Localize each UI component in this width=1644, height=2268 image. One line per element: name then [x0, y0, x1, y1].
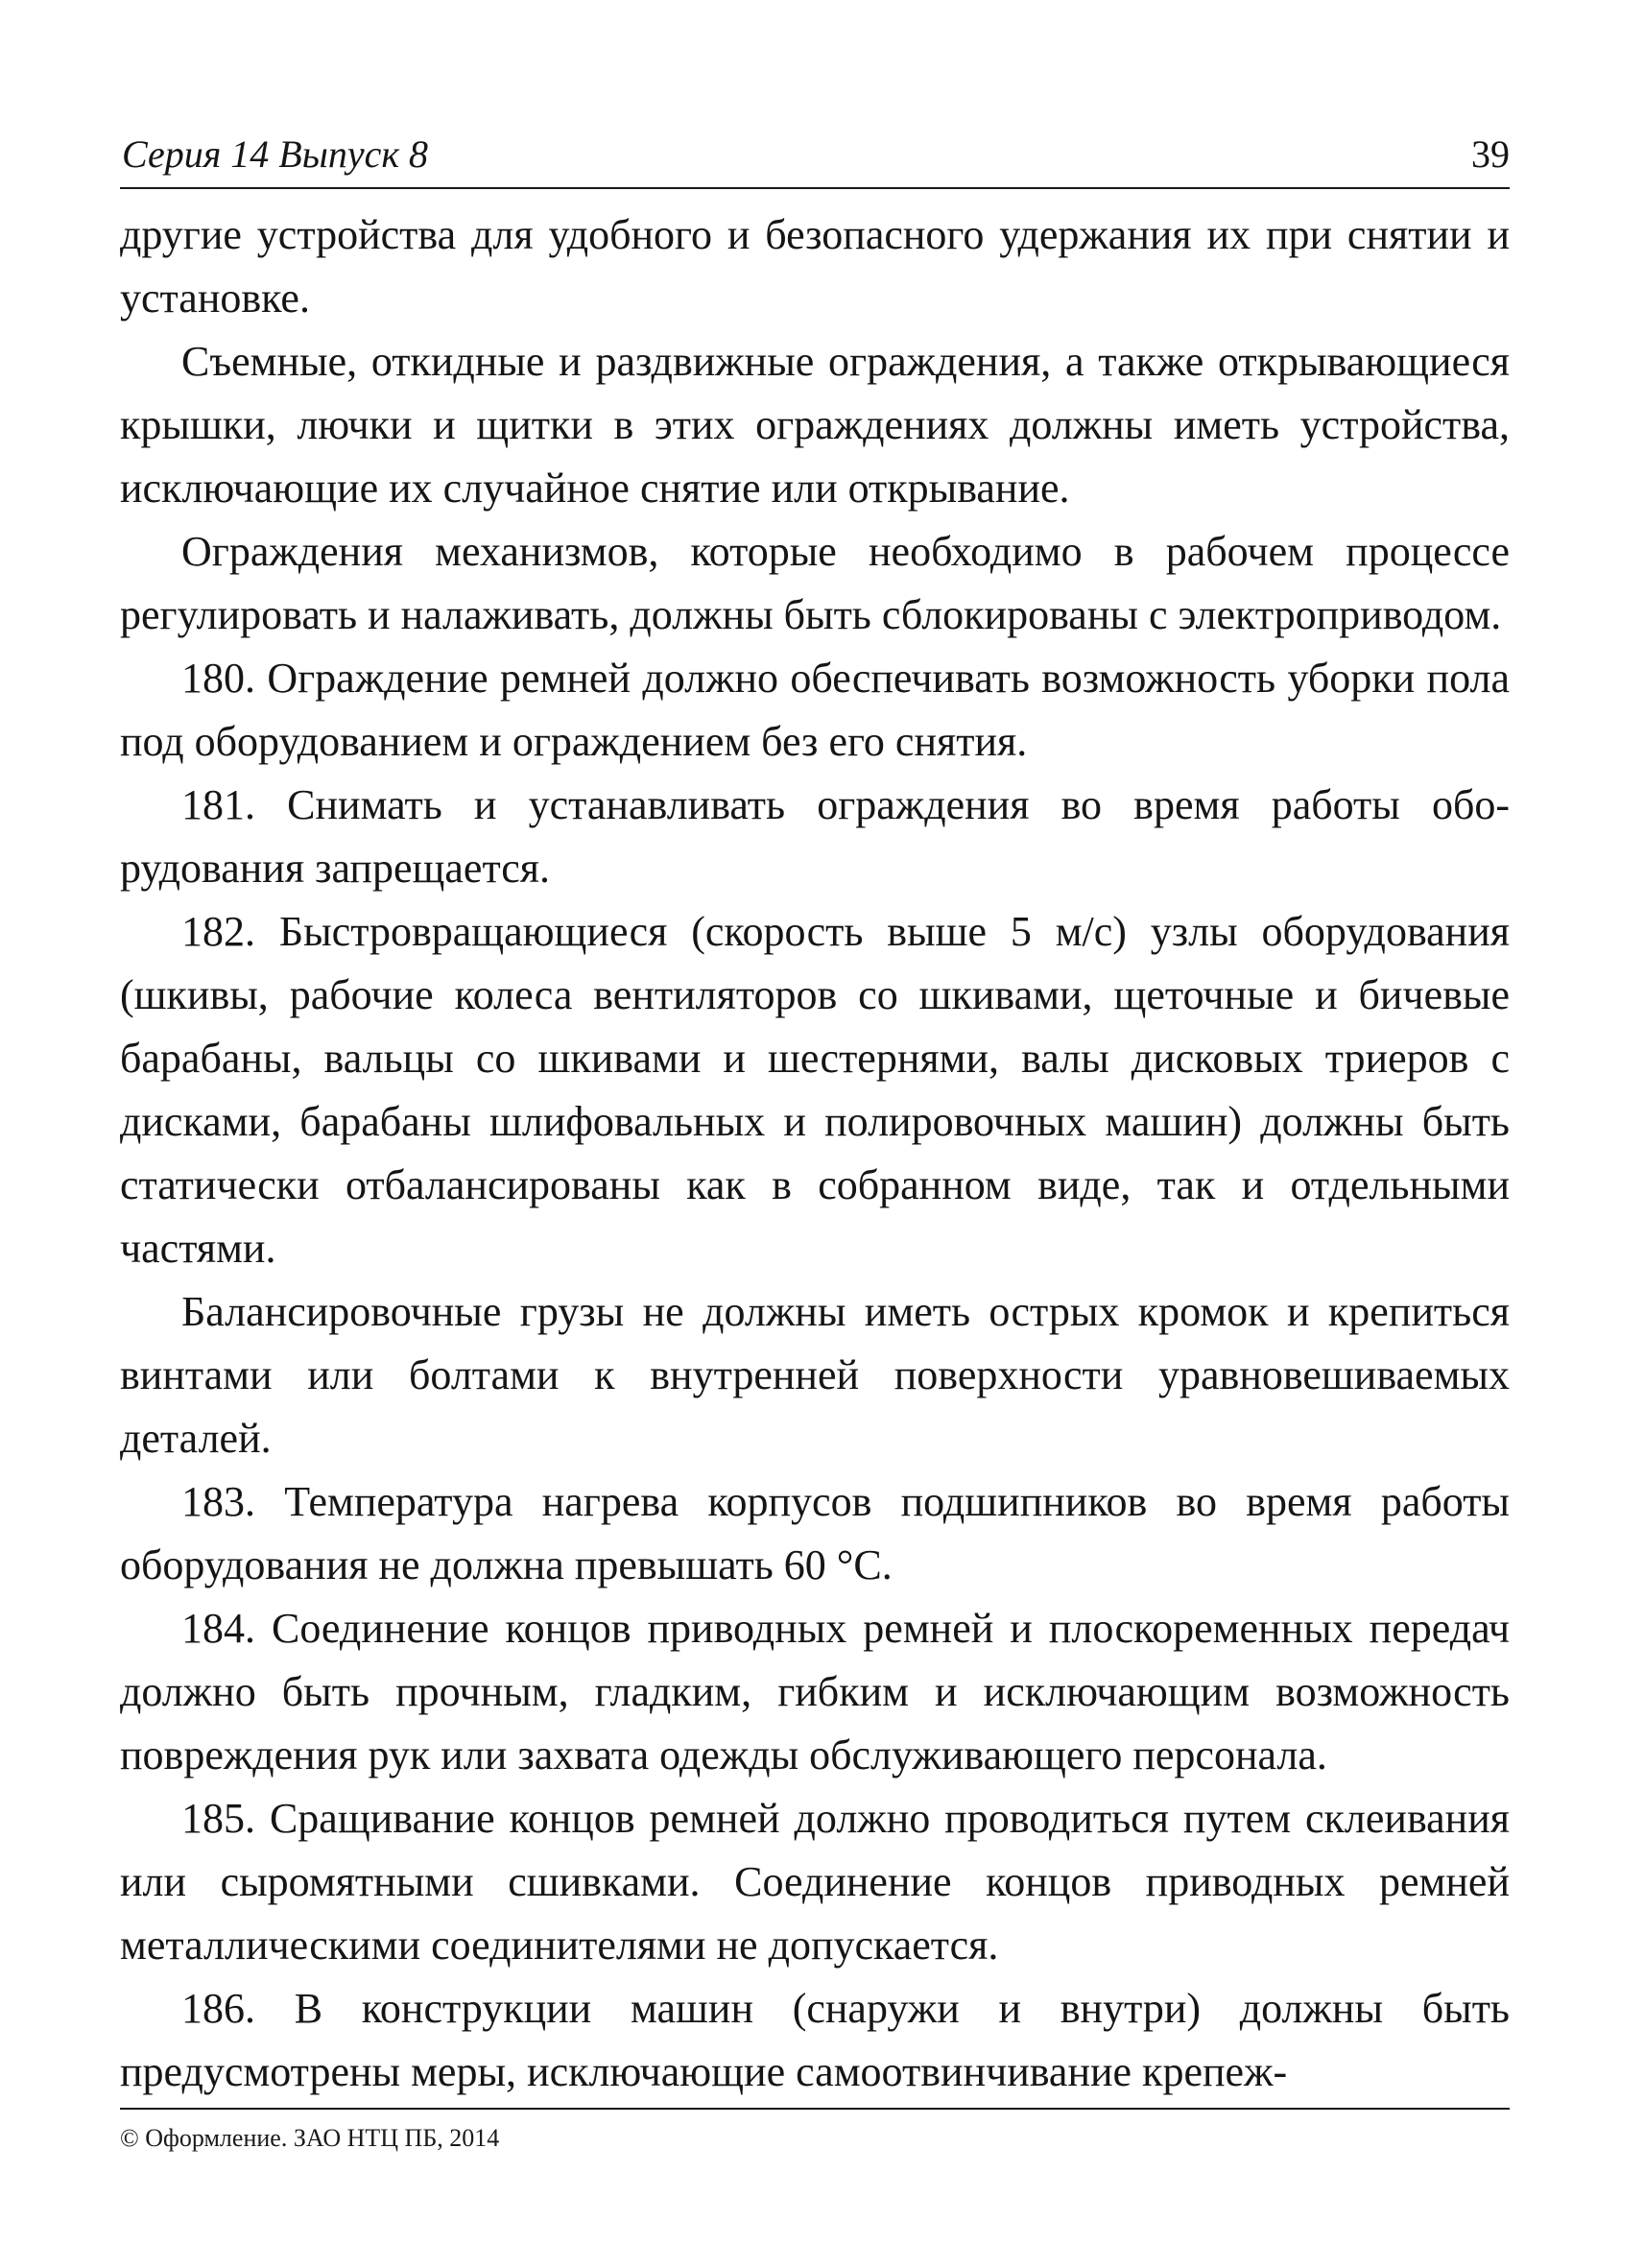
paragraph-removable-guards: Съемные, откидные и раздвижные ограждения, а также открывающиеся крышки, лючки и щитки в этих ограждениях должны иметь устройства, исключающие их случайное снятие или открывание. — [120, 338, 1510, 512]
document-page — [120, 0, 1510, 2268]
paragraph-item-185: 185. Сращивание концов ремней должно проводиться путем склеивания или сыромятными сшивками. Соединение концов приводных ремней металлическими соединителями не допускается. — [120, 1795, 1510, 1969]
paragraph-item-180: 180. Ограждение ремней должно обеспечивать возможность уборки пола под оборудованием и ограждением без его снятия. — [120, 655, 1510, 765]
paragraph-item-182: 182. Быстровращающиеся (скорость выше 5 м/с) узлы оборудования (шкивы, рабочие колеса вентиляторов со шкивами, щеточные и бичевые барабаны, вальцы со шкивами и шестернями, валы дисковых триеров с дисками, барабаны шлифовальных и полировочных машин) должны быть статически отбалансированы как в собранном виде, так и отдельными частями. — [120, 908, 1510, 1272]
paragraph-continuation: другие устройства для удобного и безопасного удержания их при снятии и установке. — [120, 211, 1510, 322]
footer-divider — [120, 2108, 1510, 2110]
paragraph-balancing-weights: Балансировочные грузы не должны иметь острых кромок и крепиться винтами или болтами к внутренней поверхности уравновешиваемых деталей. — [120, 1288, 1510, 1462]
paragraph-mechanism-guards: Ограждения механизмов, которые необходимо в рабочем процессе регулировать и налаживать, должны быть сблокированы с электроприводом. — [120, 528, 1510, 638]
paragraph-item-183: 183. Температура нагрева корпусов подшипников во время работы оборудования не должна превышать 60 °С. — [120, 1478, 1510, 1588]
paragraph-item-186: 186. В конструкции машин (снаружи и внутри) должны быть предусмотрены меры, исключающие самоотвинчивание крепеж- — [120, 1985, 1510, 2095]
running-header — [120, 128, 1510, 189]
footer-credit: © Оформление. ЗАО НТЦ ПБ, 2014 — [120, 2124, 500, 2152]
page-number: 39 — [1471, 132, 1510, 176]
series-label: Серия 14 Выпуск 8 — [122, 132, 429, 176]
body-text — [120, 203, 1510, 2104]
paragraph-item-184: 184. Соединение концов приводных ремней и плоскоременных передач должно быть прочным, гладким, гибким и исключающим возможность повреждения рук или захвата одежды обслуживающего персонала. — [120, 1605, 1510, 1779]
paragraph-item-181: 181. Снимать и устанавливать ограждения во время работы оборудования запрещается. — [120, 781, 1510, 892]
